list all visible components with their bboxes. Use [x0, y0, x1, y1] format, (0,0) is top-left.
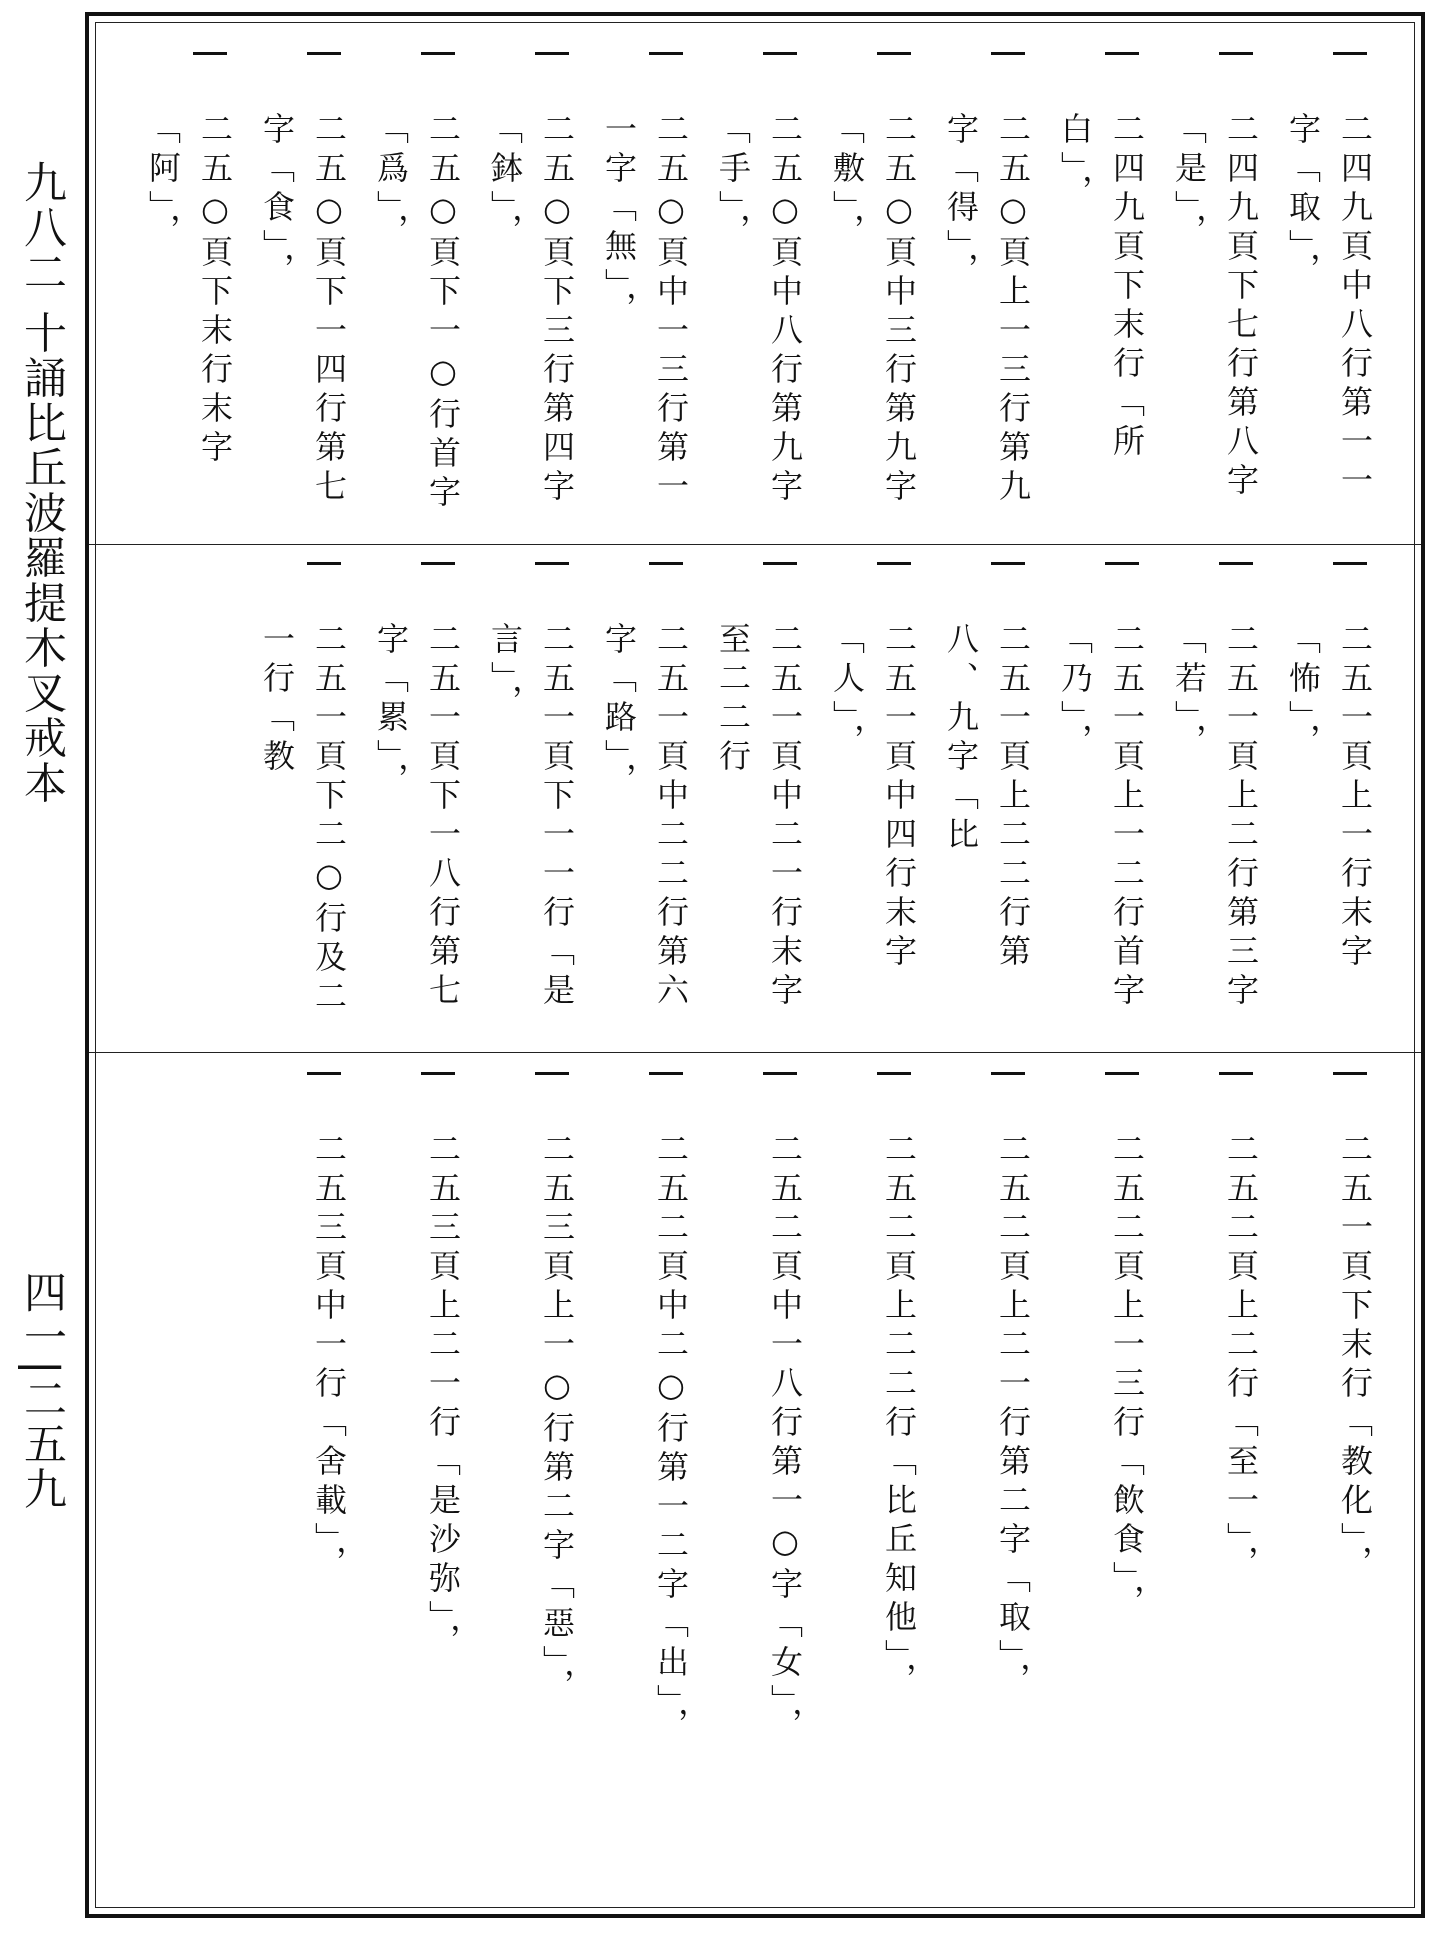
entry-text: 二五一頁下末行「教化」， — [1336, 1132, 1374, 1584]
entry-text: 二五○頁下一○行首字「爲」， — [372, 112, 462, 514]
entry-text: 二五一頁上一二行首字「乃」， — [1056, 622, 1146, 1012]
collation-entry — [707, 558, 821, 1048]
entry-marker — [535, 52, 569, 55]
collation-entry — [593, 558, 707, 1048]
collation-entry — [479, 1068, 593, 1904]
entry-text: 二五三頁上二一行「是沙弥」， — [424, 1132, 462, 1662]
collation-entry — [1277, 1068, 1391, 1904]
page-number: 四一|二五九 — [17, 1270, 67, 1512]
entry-marker — [421, 52, 455, 55]
collation-entry — [251, 1068, 365, 1904]
collation-entry — [1049, 558, 1163, 1048]
collation-entry — [1049, 48, 1163, 538]
entry-text: 二五一頁中四行末字「人」， — [828, 622, 918, 973]
entry-text: 二五○頁下一四行第七字「食」， — [258, 112, 348, 508]
collation-entry — [479, 48, 593, 538]
entry-marker — [763, 1072, 797, 1075]
entry-marker — [307, 52, 341, 55]
collation-entry — [1163, 558, 1277, 1048]
entry-marker — [535, 1072, 569, 1075]
entry-marker — [1105, 52, 1139, 55]
entry-text: 二五○頁中三行第九字「敷」， — [828, 112, 918, 508]
collation-entry — [707, 48, 821, 538]
entry-marker — [877, 52, 911, 55]
entry-text: 二五○頁下末行末字「阿」， — [144, 112, 234, 469]
entry-marker — [1333, 562, 1367, 565]
entry-text: 二五二頁上二二行「比丘知他」， — [880, 1132, 918, 1701]
entry-text: 二五二頁上二行「至一」， — [1222, 1132, 1260, 1584]
collation-entry — [821, 48, 935, 538]
collation-entry — [593, 48, 707, 538]
entry-marker — [535, 562, 569, 565]
entry-marker — [1105, 562, 1139, 565]
entry-marker — [421, 1072, 455, 1075]
collation-entry — [821, 1068, 935, 1904]
entry-marker — [1219, 562, 1253, 565]
collation-band-3 — [129, 1068, 1391, 1904]
collation-entry — [935, 558, 1049, 1048]
collation-entry — [1163, 48, 1277, 538]
entry-text: 二五一頁中二二行第六字「路」， — [600, 622, 690, 1012]
entry-marker — [1219, 1072, 1253, 1075]
collation-entry — [365, 48, 479, 538]
collation-entry — [1163, 1068, 1277, 1904]
entry-text: 二五三頁中一行「舍載」， — [310, 1132, 348, 1584]
entry-marker — [877, 562, 911, 565]
entry-marker — [307, 1072, 341, 1075]
entry-marker — [421, 562, 455, 565]
entry-marker — [1219, 52, 1253, 55]
entry-text: 二五一頁下一一行「是言」， — [486, 622, 576, 1012]
entry-text: 二五一頁下二○行及二一行「教 — [258, 622, 348, 1018]
entry-marker — [763, 52, 797, 55]
collation-entry — [137, 48, 251, 538]
entry-text: 二五二頁上一三行「飲食」， — [1108, 1132, 1146, 1623]
entry-marker — [193, 52, 227, 55]
entry-text: 二五一頁上一行末字「怖」， — [1284, 622, 1374, 973]
entry-marker — [649, 562, 683, 565]
collation-entry — [251, 558, 365, 1048]
collation-entry — [1277, 558, 1391, 1048]
collation-band-2 — [129, 558, 1391, 1048]
collation-entry — [935, 1068, 1049, 1904]
entry-text: 二五一頁下一八行第七字「累」， — [372, 622, 462, 1012]
entry-text: 二五○頁中一三行第一一字「無」， — [600, 112, 690, 508]
band-divider — [89, 544, 1421, 545]
entry-text: 二五二頁中二○行第一二字「出」， — [652, 1132, 690, 1746]
collation-entry — [1049, 1068, 1163, 1904]
entry-text: 二五○頁上一三行第九字「得」， — [942, 112, 1032, 508]
entry-marker — [991, 52, 1025, 55]
entry-text: 二四九頁下七行第八字「是」， — [1170, 112, 1260, 502]
entry-text: 二五二頁中一八行第一○字「女」， — [766, 1132, 804, 1746]
entry-marker — [763, 562, 797, 565]
entry-marker — [877, 1072, 911, 1075]
collation-entry — [365, 1068, 479, 1904]
entry-marker — [1333, 52, 1367, 55]
entry-text: 二五二頁上二一行第二字「取」， — [994, 1132, 1032, 1701]
entry-marker — [991, 1072, 1025, 1075]
entry-text: 二五一頁中二一行末字至二二行 — [714, 622, 804, 1012]
entry-marker — [307, 562, 341, 565]
collation-entry — [1277, 48, 1391, 538]
entry-marker — [991, 562, 1025, 565]
entry-text: 二五○頁中八行第九字「手」， — [714, 112, 804, 508]
left-margin — [6, 0, 78, 1934]
entry-text: 二四九頁中八行第一一字「取」， — [1284, 112, 1374, 502]
entry-marker — [649, 52, 683, 55]
band-divider — [89, 1052, 1421, 1053]
page-frame — [85, 12, 1425, 1918]
collation-entry — [707, 1068, 821, 1904]
collation-entry — [935, 48, 1049, 538]
collation-entry — [365, 558, 479, 1048]
entry-marker — [1333, 1072, 1367, 1075]
collation-entry — [479, 558, 593, 1048]
book-title: 九八二 十誦比丘波羅提木叉戒本 — [17, 160, 67, 806]
entry-text: 二四九頁下末行「所白」， — [1056, 112, 1146, 463]
entry-marker — [1105, 1072, 1139, 1075]
entry-text: 二五○頁下三行第四字「鉢」， — [486, 112, 576, 508]
entry-text: 二五一頁上二行第三字「若」， — [1170, 622, 1260, 1012]
entry-marker — [649, 1072, 683, 1075]
collation-entry — [593, 1068, 707, 1904]
collation-entry — [251, 48, 365, 538]
collation-band-1 — [129, 48, 1391, 538]
entry-text: 二五一頁上二二行第八、九字「比 — [942, 622, 1032, 973]
collation-entry — [821, 558, 935, 1048]
entry-text: 二五三頁上一○行第二字「惡」， — [538, 1132, 576, 1707]
